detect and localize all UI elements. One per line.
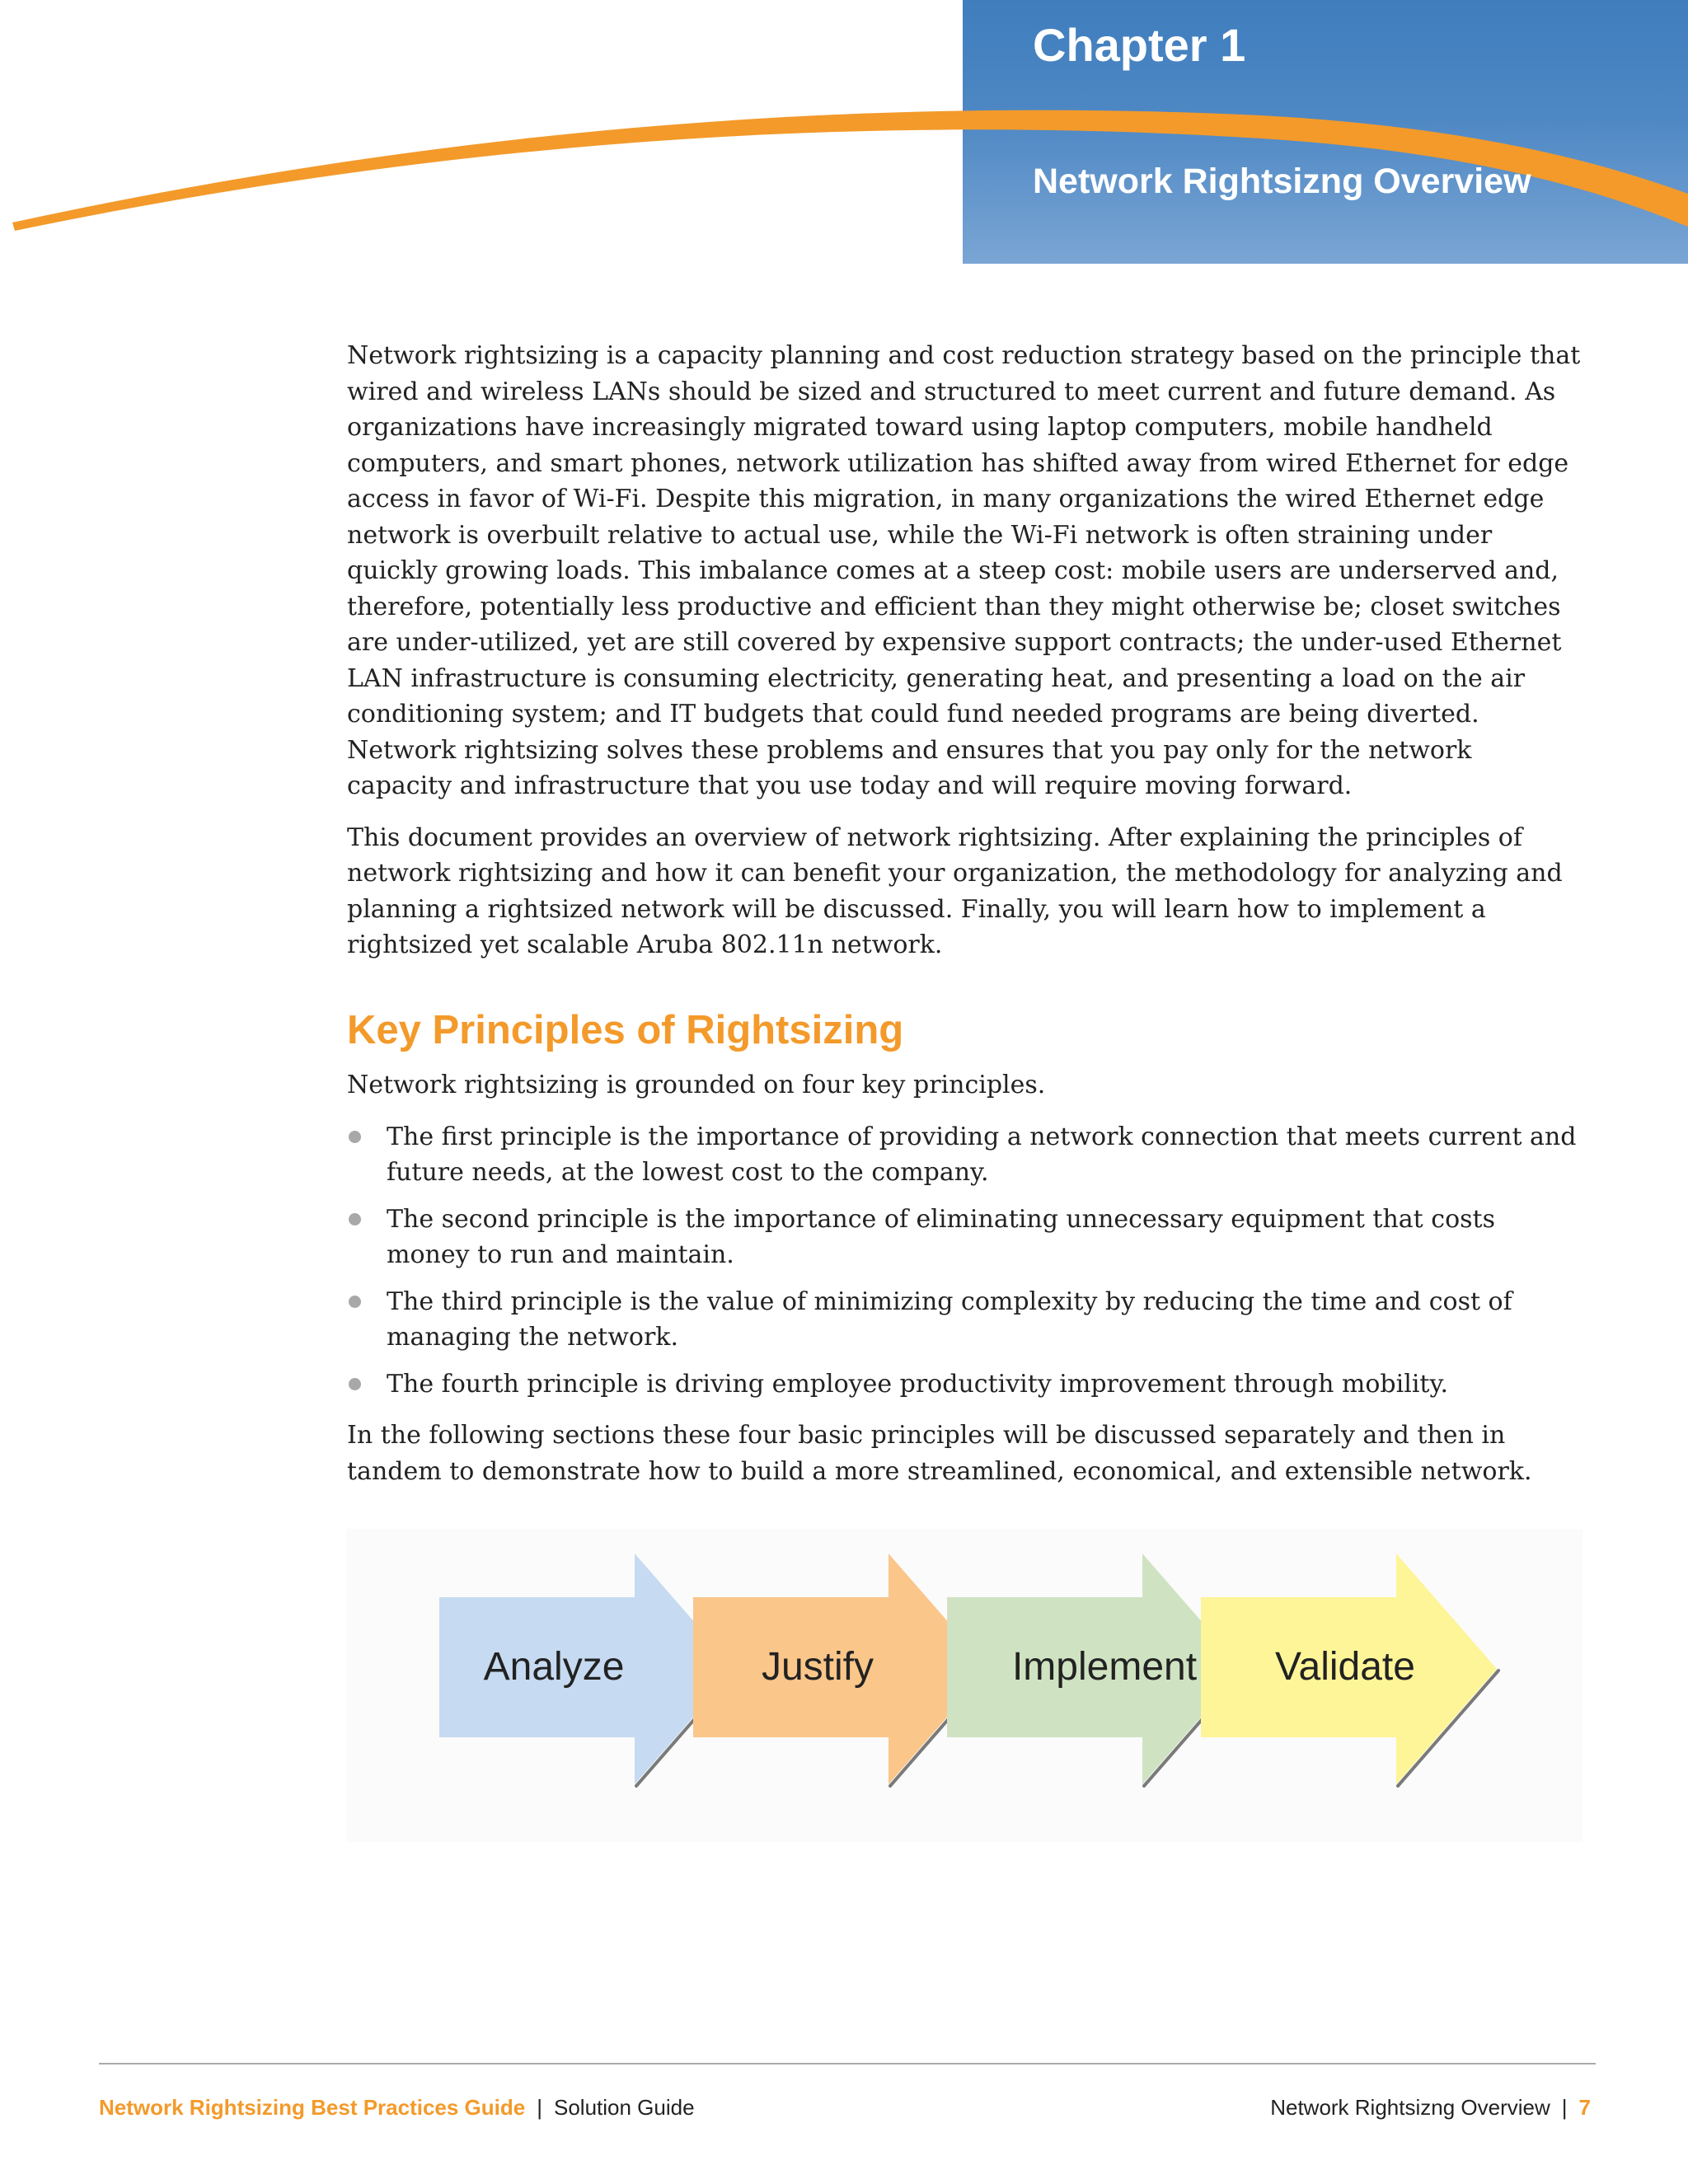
page-number: 7: [1578, 2095, 1591, 2120]
list-item: [347, 1202, 1583, 1273]
section-closing: In the following sections these four basic principles will be discussed separately and then in tandem to demonstrate how to build a more streamlined, economical, and extensible network.: [347, 1421, 1532, 1486]
list-item: [347, 1366, 1583, 1403]
main-content: [347, 338, 1583, 1505]
footer-section-name: Network Rightsizng Overview: [1270, 2095, 1550, 2120]
bullet-dot-icon: [349, 1131, 361, 1143]
orange-swoosh-graphic: [0, 0, 1688, 264]
chapter-label: Chapter 1: [1033, 19, 1246, 71]
footer-separator: |: [537, 2095, 542, 2120]
bullet-dot-icon: [349, 1296, 361, 1308]
section-lead: Network rightsizing is grounded on four key principles.: [347, 1071, 1046, 1100]
step-label-justify: Justify: [761, 1645, 874, 1689]
list-item-text: The second principle is the importance of eliminating unnecessary equipment that costs money to run and maintain.: [387, 1204, 1495, 1270]
bullet-dot-icon: [349, 1378, 361, 1390]
footer-right: [1270, 2095, 1591, 2121]
principles-list: [347, 1119, 1583, 1403]
list-item-text: The fourth principle is driving employee productivity improvement through mobility.: [387, 1369, 1448, 1399]
list-item-text: The first principle is the importance of providing a network connection that meets current and future needs, at the lowest cost to the company.: [387, 1122, 1577, 1188]
chapter-title: Network Rightsizng Overview: [1033, 162, 1531, 201]
footer-separator: |: [1561, 2095, 1568, 2120]
process-arrow-diagram: [346, 1529, 1582, 1842]
step-label-analyze: Analyze: [483, 1645, 625, 1689]
footer-divider: [99, 2063, 1596, 2064]
section-heading: Key Principles of Rightsizing: [347, 1007, 904, 1052]
step-label-validate: Validate: [1275, 1645, 1415, 1689]
footer-guide-type: Solution Guide: [554, 2095, 695, 2120]
list-item: [347, 1284, 1583, 1356]
footer-left: [99, 2095, 695, 2121]
intro-paragraph-2: This document provides an overview of network rightsizing. After explaining the principles of network rightsizing and how it can benefit your organization, the methodology for analyzing and planning a rightsized network will be discussed. Finally, you will learn how to implement a rightsized yet scalable Aruba 802.11n network.: [347, 823, 1563, 959]
footer-guide-name: Network Rightsizing Best Practices Guide: [99, 2095, 526, 2120]
step-label-implement: Implement: [1011, 1645, 1198, 1689]
list-item-text: The third principle is the value of minimizing complexity by reducing the time and cost of managing the network.: [387, 1286, 1512, 1352]
intro-paragraph-1: Network rightsizing is a capacity planning and cost reduction strategy based on the principle that wired and wireless LANs should be sized and structured to meet current and future demand. As organizations have increasingly migrated toward using laptop computers, mobile handheld computers, and smart phones, network utilization has shifted away from wired Ethernet for edge access in favor of Wi-Fi. Despite this migration, in many organizations the wired Ethernet edge network is overbuilt relative to actual use, while the Wi-Fi network is often straining under quickly growing loads. This imbalance comes at a steep cost: mobile users are underserved and, therefore, potentially less productive and efficient than they might otherwise be; closet switches are under-utilized, yet are still covered by expensive support contracts; the under-used Ethernet LAN infrastructure is consuming electricity, generating heat, and presenting a load on the air conditioning system; and IT budgets that could fund needed programs are being diverted. Network rightsizing solves these problems and ensures that you pay only for the network capacity and infrastructure that you use today and will require moving forward.: [347, 341, 1581, 800]
bullet-dot-icon: [349, 1213, 361, 1226]
list-item: [347, 1119, 1583, 1191]
